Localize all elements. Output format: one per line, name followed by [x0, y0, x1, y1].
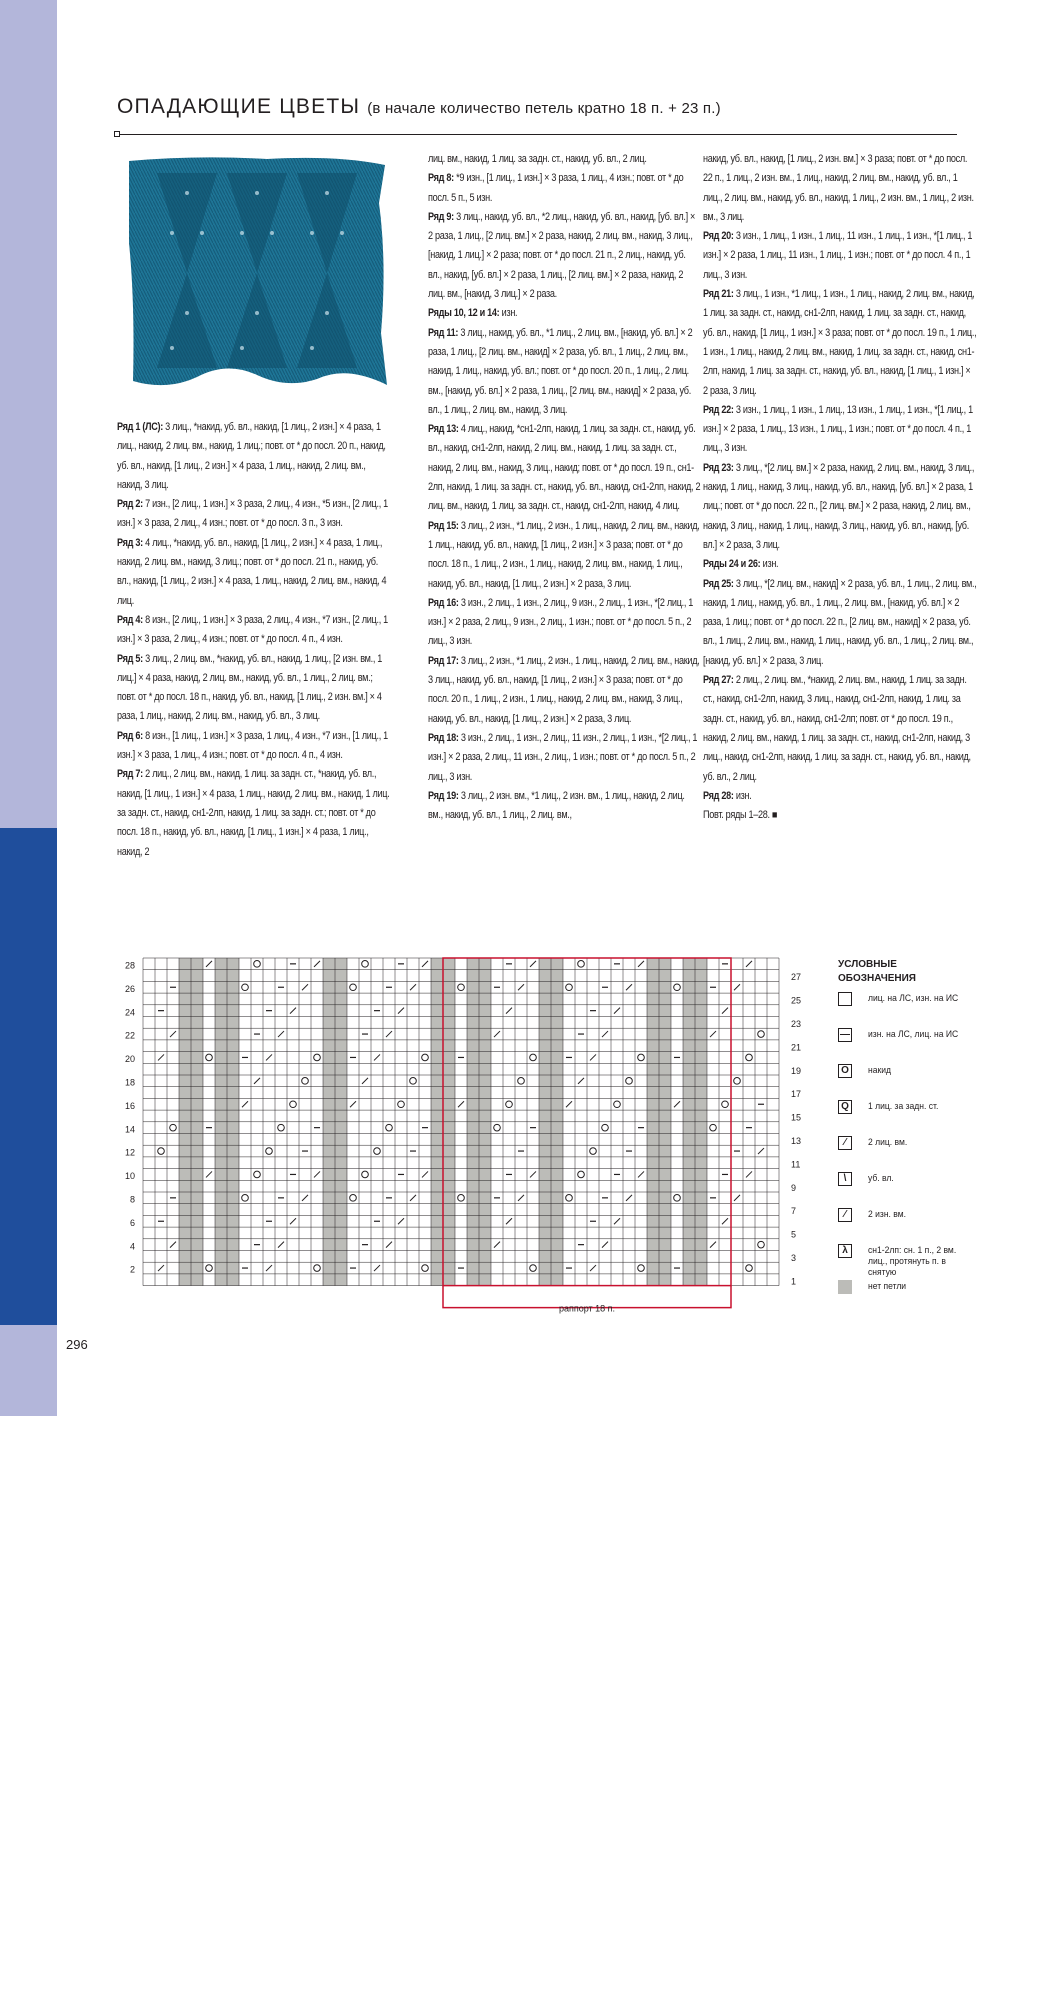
decrease-symbol: [158, 1265, 164, 1271]
instruction-row: [428, 729, 701, 787]
pattern-title: ОПАДАЮЩИЕ ЦВЕТЫ: [117, 95, 361, 118]
decrease-symbol: [374, 1054, 380, 1060]
row-label-right: 17: [791, 1089, 802, 1100]
row-text: 3 лиц., накид, уб. вл., *2 лиц., накид, уб. вл., накид, [уб. вл.] × 2 раза, 1 лиц., [2 лиц. вм.] × 2 раза, накид, 2 лиц. вм., накид, 3 лиц., [накид, 1 лиц.] × 2 раза; повт. от * до посл. 21 п., 2 лиц., накид, уб. вл., накид, [уб. вл.] × 2 раза, 1 лиц., [2 лиц. вм.] × 2 раза, накид, 2 лиц. вм., [накид, 3 лиц.] × 2 раза.: [428, 210, 696, 301]
decrease-symbol: [386, 1031, 392, 1037]
yarn-over-symbol: [674, 1195, 681, 1202]
row-label-left: 8: [129, 1194, 135, 1205]
instruction-row: [703, 575, 976, 671]
row-text: 3 изн., 1 лиц., 1 изн., 1 лиц., 13 изн., 1 лиц., 1 изн., *[1 лиц., 1 изн.] × 2 раза, 1 лиц., 13 изн., 1 лиц., 1 изн.; повт. от * до посл. 4 п., 1 лиц., 3 изн.: [703, 403, 973, 455]
row-label-left: 6: [129, 1217, 135, 1228]
yarn-over-symbol: [362, 1171, 369, 1178]
row-label: Ряд 28:: [703, 789, 734, 802]
row-text: 3 лиц., 2 лиц. вм., *накид, уб. вл., накид, 1 лиц., [2 изн. вм., 1 лиц.] × 4 раза, накид, 2 лиц. вм., накид, уб. вл., 1 лиц., 2 лиц. вм.; повт. от * до посл. 18 п., накид, уб. вл., накид, [1 лиц., 2 изн. вм.] × 4 раза, 1 лиц., накид, 2 лиц. вм., накид, уб. вл., 3 лиц.: [117, 652, 383, 723]
row-label-right: 15: [791, 1112, 802, 1123]
decrease-symbol: [170, 1242, 176, 1248]
rule-marker: [114, 131, 120, 137]
instruction-row: [117, 534, 390, 611]
chapter-label: ГЛАВА 4 • АЖУРНЫЕ УЗОРЫ: [20, 1791, 36, 2015]
legend-item: [838, 1100, 1018, 1130]
instruction-row: [428, 324, 701, 420]
row-text: Повт. ряды 1–28. ■: [703, 809, 778, 822]
legend-item: [838, 1028, 1018, 1058]
decrease-symbol: [242, 1101, 248, 1107]
decrease-symbol: [254, 1078, 260, 1084]
yarn-over-symbol: [386, 1124, 393, 1131]
page-title: [117, 95, 721, 119]
instruction-row: [117, 765, 390, 861]
decrease-symbol: [626, 984, 632, 990]
yarn-over-symbol: [410, 1078, 417, 1085]
decrease-symbol: [362, 1078, 368, 1084]
legend-label: 1 лиц. за задн. ст.: [868, 1101, 939, 1112]
row-text: лиц. вм., накид, 1 лиц. за задн. ст., накид, уб. вл., 2 лиц.: [428, 153, 647, 165]
instruction-row: [117, 650, 390, 727]
row-text: 3 лиц., *накид, уб. вл., накид, [1 лиц., 2 изн.] × 4 раза, 1 лиц., накид, 2 лиц. вм., накид, 1 лиц.; повт. от * до посл. 20 п., накид, уб. вл., накид, [1 лиц., 2 изн.] × 4 раза, 1 лиц., накид, 2 лиц. вм., накид, 3 лиц.: [117, 421, 386, 491]
legend-item: [838, 1208, 1018, 1238]
yarn-over-symbol: [530, 1265, 537, 1272]
legend-symbol-icon: Q: [838, 1100, 852, 1114]
row-text: 3 лиц., *[2 лиц. вм.] × 2 раза, накид, 2 лиц. вм., накид, 3 лиц., накид, 1 лиц., накид, 3 лиц., накид, уб. вл., накид, [уб. вл.] × 2 раза, 1 лиц.; повт. от * до посл. 22 п., [2 лиц. вм.] × 2 раза, накид, 2 лиц. вм., накид, 3 лиц., накид, 1 лиц., накид, 3 лиц., накид, уб. вл., накид, [уб. вл.] × 2 раза, 3 лиц.: [703, 461, 975, 551]
instructions-column-2: [428, 150, 701, 825]
decrease-symbol: [734, 984, 740, 990]
row-label-left: 26: [124, 983, 135, 994]
decrease-symbol: [290, 1218, 296, 1224]
row-label: Ряд 20:: [703, 230, 734, 243]
row-label: Ряд 5:: [117, 652, 143, 665]
row-label: Ряд 9:: [428, 210, 454, 223]
instruction-row: [703, 150, 976, 227]
yarn-over-symbol: [494, 1124, 501, 1131]
decrease-symbol: [626, 1195, 632, 1201]
row-label-left: 12: [124, 1147, 135, 1158]
row-label-left: 24: [124, 1007, 135, 1018]
row-label: Ряд 17:: [428, 654, 459, 667]
yarn-over-symbol: [350, 1195, 357, 1202]
yarn-over-symbol: [398, 1101, 405, 1108]
yarn-over-symbol: [758, 1241, 765, 1248]
instructions-column-1: [117, 418, 390, 862]
instruction-row: [117, 495, 390, 534]
decrease-symbol: [674, 1101, 680, 1107]
row-label: Ряд 27:: [703, 674, 734, 687]
yarn-over-symbol: [278, 1124, 285, 1131]
row-label: Ряд 21:: [703, 288, 734, 301]
row-label-right: 25: [791, 995, 802, 1006]
legend-symbol-icon: O: [838, 1064, 852, 1078]
knitted-swatch-photo: [117, 153, 403, 397]
row-label-left: 4: [129, 1241, 135, 1252]
yarn-over-symbol: [254, 1171, 261, 1178]
legend-item: [838, 992, 1018, 1022]
row-label: Ряд 8:: [428, 172, 454, 185]
decrease-symbol: [710, 1242, 716, 1248]
decrease-symbol: [266, 1265, 272, 1271]
yarn-over-symbol: [590, 1148, 597, 1155]
instruction-row: [117, 611, 390, 650]
instruction-row: [703, 671, 976, 787]
decrease-symbol: [566, 1101, 572, 1107]
decrease-symbol: [206, 1171, 212, 1177]
legend-item: [838, 1064, 1018, 1094]
row-label: Ряд 15:: [428, 519, 459, 532]
yarn-over-symbol: [506, 1101, 513, 1108]
row-text: 4 лиц., *накид, уб. вл., накид, [1 лиц., 2 изн.] × 4 раза, 1 лиц., накид, 2 лиц. вм., накид, 3 лиц.; повт. от * до посл. 21 п., накид, уб. вл., накид, [1 лиц., 2 изн.] × 4 раза, 1 лиц., накид, 2 лиц. вм., накид, 4 лиц.: [117, 536, 387, 607]
decrease-symbol: [758, 1148, 764, 1154]
yarn-over-symbol: [578, 961, 585, 968]
decrease-symbol: [278, 1031, 284, 1037]
yarn-over-symbol: [638, 1265, 645, 1272]
yarn-over-symbol: [374, 1148, 381, 1155]
legend-title-line-1: УСЛОВНЫЕ: [838, 959, 897, 970]
yarn-over-symbol: [242, 984, 249, 991]
instruction-row: [428, 787, 701, 826]
row-text: 3 лиц., *[2 лиц. вм., накид] × 2 раза, уб. вл., 1 лиц., 2 лиц. вм., накид, 1 лиц., накид, уб. вл., 1 лиц., 2 лиц. вм., [накид, уб. вл.] × 2 раза, 1 лиц.; повт. от * до посл. 22 п., [2 лиц. вм., накид] × 2 раза, уб. вл., 1 лиц., 2 лиц. вм., накид, 1 лиц., накид, уб. вл., 1 лиц., 2 лиц. вм., [накид, уб. вл.] × 2 раза, 3 лиц.: [703, 577, 977, 667]
decrease-symbol: [410, 984, 416, 990]
yarn-over-symbol: [422, 1054, 429, 1061]
row-label: Ряд 18:: [428, 731, 459, 744]
decrease-symbol: [506, 1008, 512, 1014]
legend-symbol-icon: [838, 1280, 852, 1294]
legend-symbol-icon: ⁄: [838, 1208, 852, 1222]
decrease-symbol: [158, 1054, 164, 1060]
instruction-row: [117, 418, 390, 495]
yarn-over-symbol: [602, 1124, 609, 1131]
row-label-right: 11: [791, 1159, 801, 1170]
decrease-symbol: [398, 1218, 404, 1224]
row-text: 3 изн., 2 лиц., 1 изн., 2 лиц., 9 изн., 2 лиц., 1 изн., *[2 лиц., 1 изн.] × 2 раза, 2 лиц., 9 изн., 2 лиц., 1 изн.; повт. от * до посл. 5 п., 2 лиц., 3 изн.: [428, 596, 694, 648]
row-text: 2 лиц., 2 лиц. вм., накид, 1 лиц. за задн. ст., *накид, уб. вл., накид, [1 лиц., 1 изн.] × 4 раза, 1 лиц., накид, 2 лиц. вм., накид, 1 лиц. за задн. ст., накид, сн1-2лп, накид, 1 лиц. за задн. ст.; повт. от * до посл. 18 п., накид, уб. вл., накид, [1 лиц., 1 изн.] × 4 раза, 1 лиц., накид, 2: [117, 768, 390, 858]
row-label: Ряд 2:: [117, 498, 143, 511]
decrease-symbol: [422, 961, 428, 967]
row-label-left: 10: [124, 1171, 135, 1182]
yarn-over-symbol: [518, 1078, 525, 1085]
yarn-over-symbol: [458, 1195, 465, 1202]
row-label-left: 28: [124, 960, 135, 971]
row-label: Ряд 7:: [117, 768, 143, 781]
pattern-multiple: (в начале количество петель кратно 18 п. + 23 п.): [367, 100, 721, 117]
row-label: Ряд 23:: [703, 461, 734, 474]
row-label-left: 16: [124, 1100, 135, 1111]
instruction-row: [428, 652, 701, 729]
yarn-over-symbol: [530, 1054, 537, 1061]
decrease-symbol: [614, 1008, 620, 1014]
instruction-row: [428, 420, 701, 516]
yarn-over-symbol: [578, 1171, 585, 1178]
decrease-symbol: [458, 1101, 464, 1107]
yarn-over-symbol: [758, 1031, 765, 1038]
row-label-left: 22: [124, 1030, 135, 1041]
yarn-over-symbol: [722, 1101, 729, 1108]
row-label: Ряд 13:: [428, 423, 459, 436]
legend-item: [838, 1244, 1018, 1278]
row-label: Ряд 16:: [428, 596, 459, 609]
decrease-symbol: [530, 961, 536, 967]
row-text: 3 лиц., 2 изн. вм., *1 лиц., 2 изн. вм., 1 лиц., накид, 2 лиц. вм., накид, уб. вл., 1 лиц., 2 лиц. вм.,: [428, 789, 685, 822]
row-label-left: 14: [124, 1124, 135, 1135]
instruction-row: [703, 787, 976, 806]
decrease-symbol: [602, 1242, 608, 1248]
instruction-row: [703, 459, 976, 555]
instruction-row: [428, 594, 701, 652]
legend-label: уб. вл.: [868, 1173, 894, 1184]
row-text: 3 лиц., накид, уб. вл., *1 лиц., 2 лиц. вм., [накид, уб. вл.] × 2 раза, 1 лиц., [2 лиц. вм., накид] × 2 раза, уб. вл., 1 лиц., 2 лиц. вм., накид, 1 лиц., накид, уб. вл.; повт. от * до посл. 20 п., 1 лиц., 2 лиц. вм., [накид, уб. вл.] × 2 раза, 1 лиц., [2 лиц. вм., накид] × 2 раза, уб. вл., 1 лиц., 2 лиц. вм., накид, 3 лиц.: [428, 326, 693, 416]
instruction-row: [428, 150, 701, 169]
row-text: накид, уб. вл., накид, [1 лиц., 2 изн. вм.] × 3 раза; повт. от * до посл. 22 п., 1 лиц., 2 изн. вм., 1 лиц., накид, 2 лиц. вм., накид, уб. вл., 1 лиц., 2 лиц. вм., накид, уб. вл., накид, 1 лиц., 2 изн. вм., 1 лиц., 2 изн. вм., 3 лиц.: [703, 153, 974, 223]
decrease-symbol: [422, 1171, 428, 1177]
decrease-symbol: [638, 1171, 644, 1177]
row-label-left: 20: [124, 1054, 135, 1065]
row-label: Ряд 1 (ЛС):: [117, 421, 163, 433]
decrease-symbol: [302, 984, 308, 990]
decrease-symbol: [290, 1008, 296, 1014]
decrease-symbol: [374, 1265, 380, 1271]
repeat-label: раппорт 18 п.: [558, 1303, 616, 1314]
row-text: изн.: [762, 558, 779, 571]
yarn-over-symbol: [206, 1054, 213, 1061]
row-label-left: 2: [129, 1264, 135, 1275]
instruction-row: [703, 806, 976, 825]
yarn-over-symbol: [314, 1054, 321, 1061]
row-text: 8 изн., [2 лиц., 1 изн.] × 3 раза, 2 лиц., 4 изн., *7 изн., [2 лиц., 1 изн.] × 3 раза, 2 лиц., 4 изн.; повт. от * до посл. 4 п., 4 изн.: [117, 613, 388, 646]
row-text: 4 лиц., накид, *сн1-2лп, накид, 1 лиц. за задн. ст., накид, уб. вл., накид, сн1-2лп, накид, 2 лиц. вм., накид, 1 лиц. за задн. ст., накид, 2 лиц. вм., накид, 3 лиц., накид; повт. от * до посл. 19 п., сн1-2лп, накид, 1 лиц. за задн. ст., накид, уб. вл., накид, сн1-2лп, накид, 2 лиц. вм., накид, 1 лиц. за задн. ст., накид, сн1-2лп, накид, 4 лиц.: [428, 423, 701, 513]
legend-title-line-2: ОБОЗНАЧЕНИЯ: [838, 973, 916, 984]
yarn-over-symbol: [170, 1124, 177, 1131]
instruction-row: [428, 517, 701, 594]
row-label-right: 7: [791, 1206, 797, 1217]
instruction-row: [117, 727, 390, 766]
decrease-symbol: [410, 1195, 416, 1201]
yarn-over-symbol: [566, 984, 573, 991]
row-text: 3 лиц., 1 изн., *1 лиц., 1 изн., 1 лиц., накид, 2 лиц. вм., накид, 1 лиц. за задн. ст., накид, сн1-2лп, накид, 1 лиц. за задн. ст., накид, уб. вл., накид, [1 лиц., 1 изн.] × 3 раза; повт. от * до посл. 19 п., 1 лиц., 1 изн., 1 лиц., накид, 2 лиц. вм., накид, 1 лиц. за задн. ст., накид, сн1-2лп, накид, 1 лиц. за задн. ст., накид, уб. вл., накид, [1 лиц., 1 изн.] × 2 раза, 3 лиц.: [703, 288, 977, 397]
yarn-over-symbol: [314, 1265, 321, 1272]
row-label-right: 19: [791, 1065, 802, 1076]
instruction-row: [703, 227, 976, 285]
yarn-over-symbol: [266, 1148, 273, 1155]
instruction-row: [428, 169, 701, 208]
yarn-over-symbol: [746, 1054, 753, 1061]
stitch-chart: [113, 950, 813, 1325]
row-text: изн.: [501, 307, 518, 320]
legend-label: нет петли: [868, 1281, 907, 1292]
legend-label: лиц. на ЛС, изн. на ИС: [868, 993, 959, 1004]
decrease-symbol: [266, 1054, 272, 1060]
decrease-symbol: [494, 1242, 500, 1248]
row-text: 3 изн., 1 лиц., 1 изн., 1 лиц., 11 изн., 1 лиц., 1 изн., *[1 лиц., 1 изн.] × 2 раза, 1 лиц., 11 изн., 1 лиц., 1 изн.; повт. от * до посл. 4 п., 1 лиц., 3 изн.: [703, 230, 973, 281]
legend-symbol-icon: [838, 992, 852, 1006]
row-label-right: 3: [791, 1253, 797, 1264]
legend-symbol-icon: \: [838, 1172, 852, 1186]
decrease-symbol: [746, 1171, 752, 1177]
yarn-over-symbol: [290, 1101, 297, 1108]
yarn-over-symbol: [734, 1078, 741, 1085]
legend-item: [838, 1172, 1018, 1202]
decrease-symbol: [398, 1008, 404, 1014]
decrease-symbol: [590, 1265, 596, 1271]
decrease-symbol: [386, 1242, 392, 1248]
legend-label: накид: [868, 1065, 891, 1076]
yarn-over-symbol: [242, 1195, 249, 1202]
yarn-over-symbol: [422, 1265, 429, 1272]
row-text: 3 лиц., 2 изн., *1 лиц., 2 изн., 1 лиц., накид, 2 лиц. вм., накид, 1 лиц., накид, уб. вл., накид, [1 лиц., 2 изн.] × 3 раза; повт. от * до посл. 18 п., 1 лиц., 2 изн., 1 лиц., накид, 2 лиц. вм., накид, 1 лиц., накид, уб. вл., накид, [1 лиц., 2 изн.] × 2 раза, 3 лиц.: [428, 519, 700, 590]
legend-symbol-icon: λ: [838, 1244, 852, 1258]
row-label-right: 23: [791, 1019, 802, 1030]
row-label: Ряды 10, 12 и 14:: [428, 307, 500, 320]
chapter-tab: [0, 828, 57, 2015]
row-text: 7 изн., [2 лиц., 1 изн.] × 3 раза, 2 лиц., 4 изн., *5 изн., [2 лиц., 1 изн.] × 3 раза, 2 лиц., 4 изн.; повт. от * до посл. 3 п., 3 изн.: [117, 498, 388, 530]
title-rule: [117, 134, 957, 135]
instruction-row: [703, 401, 976, 459]
decrease-symbol: [494, 1031, 500, 1037]
yarn-over-symbol: [458, 984, 465, 991]
chart-legend: [838, 958, 1018, 1310]
row-text: 2 лиц., 2 лиц. вм., *накид, 2 лиц. вм., накид, 1 лиц. за задн. ст., накид, сн1-2лп, накид, 3 лиц., накид, сн1-2лп, накид, 1 лиц. за задн. ст., накид, уб. вл., накид, сн1-2лп; повт. от * до посл. 19 п., накид, 2 лиц. вм., накид, 1 лиц. за задн. ст., накид, сн1-2лп, накид, 3 лиц., накид, сн1-2лп, накид, 1 лиц. за задн. ст., накид, уб. вл., накид, уб. вл., 2 лиц.: [703, 674, 971, 783]
legend-symbol-icon: ⁄: [838, 1136, 852, 1150]
legend-items: [838, 992, 1018, 1310]
legend-item: [838, 1280, 1018, 1310]
legend-label: изн. на ЛС, лиц. на ИС: [868, 1029, 959, 1040]
yarn-over-symbol: [302, 1078, 309, 1085]
row-text: 8 изн., [1 лиц., 1 изн.] × 3 раза, 1 лиц., 4 изн., *7 изн., [1 лиц., 1 изн.] × 3 раза, 1 лиц., 4 изн.; повт. от * до посл. 4 п., 4 изн.: [117, 729, 388, 762]
row-text: 3 изн., 2 лиц., 1 изн., 2 лиц., 11 изн., 2 лиц., 1 изн., *[2 лиц., 1 изн.] × 2 раза, 2 лиц., 11 изн., 2 лиц., 1 изн.; повт. от * до посл. 5 п., 2 лиц., 3 изн.: [428, 731, 698, 783]
row-label-right: 21: [791, 1042, 802, 1053]
decrease-symbol: [350, 1101, 356, 1107]
legend-label: сн1-2лп: сн. 1 п., 2 вм. лиц., протянуть п. в снятую: [868, 1245, 957, 1278]
decrease-symbol: [722, 1218, 728, 1224]
yarn-over-symbol: [746, 1265, 753, 1272]
row-text: 3 лиц., 2 изн., *1 лиц., 2 изн., 1 лиц., накид, 2 лиц. вм., накид, 3 лиц., накид, уб. вл., накид, [1 лиц., 2 изн.] × 3 раза; повт. от * до посл. 20 п., 1 лиц., 2 изн., 1 лиц., накид, 2 лиц. вм., накид, 3 лиц., накид, уб. вл., накид, [1 лиц., 2 изн.] × 2 раза, 3 лиц.: [428, 654, 700, 725]
row-label: Ряд 6:: [117, 729, 143, 742]
row-label: Ряд 22:: [703, 403, 734, 416]
row-label-right: 13: [791, 1136, 802, 1147]
yarn-over-symbol: [350, 984, 357, 991]
decrease-symbol: [170, 1031, 176, 1037]
decrease-symbol: [302, 1195, 308, 1201]
row-label-right: 1: [791, 1276, 797, 1287]
yarn-over-symbol: [566, 1195, 573, 1202]
instruction-row: [428, 208, 701, 304]
row-label-right: 27: [791, 972, 802, 983]
yarn-over-symbol: [710, 1124, 717, 1131]
legend-item: [838, 1136, 1018, 1166]
yarn-over-symbol: [638, 1054, 645, 1061]
decrease-symbol: [530, 1171, 536, 1177]
decrease-symbol: [710, 1031, 716, 1037]
row-label: Ряд 19:: [428, 789, 459, 802]
row-label: Ряд 11:: [428, 326, 459, 339]
yarn-over-symbol: [614, 1101, 621, 1108]
legend-symbol-icon: —: [840, 1029, 850, 1040]
row-text: изн.: [735, 789, 752, 802]
legend-title: [838, 958, 1018, 986]
decrease-symbol: [746, 961, 752, 967]
yarn-over-symbol: [674, 984, 681, 991]
yarn-over-symbol: [206, 1265, 213, 1272]
decrease-symbol: [314, 961, 320, 967]
decrease-symbol: [206, 961, 212, 967]
row-label-left: 18: [124, 1077, 135, 1088]
decrease-symbol: [722, 1008, 728, 1014]
decrease-symbol: [278, 1242, 284, 1248]
decrease-symbol: [518, 984, 524, 990]
row-label: Ряд 3:: [117, 536, 143, 549]
row-label-right: 5: [791, 1229, 797, 1240]
yarn-over-symbol: [362, 961, 369, 968]
row-label: Ряд 4:: [117, 613, 143, 626]
decrease-symbol: [518, 1195, 524, 1201]
decrease-symbol: [314, 1171, 320, 1177]
row-label: Ряды 24 и 26:: [703, 558, 761, 571]
legend-label: 2 изн. вм.: [868, 1209, 907, 1220]
decrease-symbol: [602, 1031, 608, 1037]
instruction-row: [703, 555, 976, 574]
instructions-column-3: [703, 150, 976, 825]
decrease-symbol: [578, 1078, 584, 1084]
decrease-symbol: [590, 1054, 596, 1060]
legend-label: 2 лиц. вм.: [868, 1137, 908, 1148]
yarn-over-symbol: [254, 961, 261, 968]
instruction-row: [703, 285, 976, 401]
page-number: 296: [66, 1337, 88, 1352]
decrease-symbol: [734, 1195, 740, 1201]
decrease-symbol: [638, 961, 644, 967]
row-label: Ряд 25:: [703, 577, 734, 590]
instruction-row: [428, 304, 701, 323]
decrease-symbol: [506, 1218, 512, 1224]
yarn-over-symbol: [158, 1148, 165, 1155]
row-text: *9 изн., [1 лиц., 1 изн.] × 3 раза, 1 лиц., 4 изн.; повт. от * до посл. 5 п., 5 изн.: [428, 172, 684, 204]
yarn-over-symbol: [626, 1078, 633, 1085]
row-label-right: 9: [791, 1182, 797, 1193]
decrease-symbol: [614, 1218, 620, 1224]
